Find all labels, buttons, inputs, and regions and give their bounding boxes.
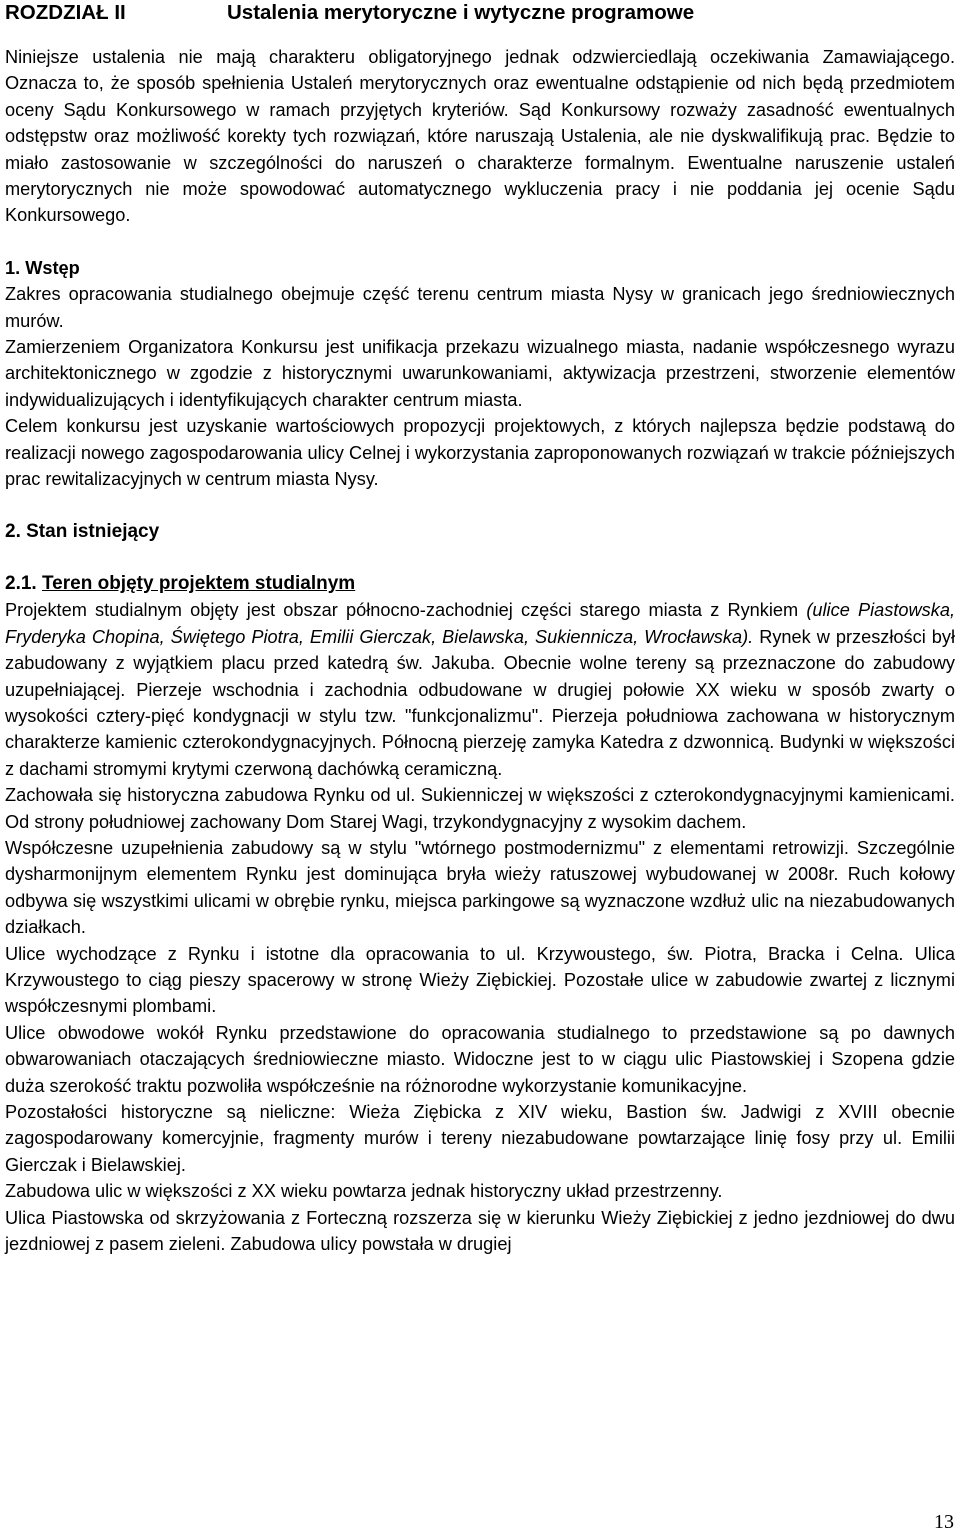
section-1-heading: 1. Wstęp — [5, 257, 80, 278]
street-list: (ulice Piastowska, Fryderyka Chopina, Świętego Piotra, Emilii Gierczak, Bielawska, Sukiennicza, Wrocławska). — [5, 600, 955, 647]
intro-paragraph: Niniejsze ustalenia nie mają charakteru obligatoryjnego jednak odzwierciedlają oczekiwania Zamawiającego. Oznacza to, że sposób spełnienia Ustaleń merytorycznych oraz ewentualne odstąpienie od nich będą przedmiotem oceny Sądu Konkursowego w ramach przyjętych kryteriów. Sąd Konkursowy rozważy zasadność ewentualnych odstępstw oraz możliwość korekty tych rozwiązań, które naruszają Ustalenia, ale nie dyskwalifikują prac. Będzie to miało zastosowanie w szczególności do naruszeń o charakterze formalnym. Ewentualne naruszenie ustaleń merytorycznych nie może spowodować automatycznego wykluczenia pracy i nie poddania jej ocenie Sądu Konkursowego. — [5, 47, 955, 226]
chapter-number: ROZDZIAŁ II — [5, 1, 126, 24]
chapter-heading — [5, 0, 955, 30]
section-2-1-heading — [5, 571, 955, 597]
section-2-heading: 2. Stan istniejący — [5, 520, 160, 542]
paragraph-text: Rynek w przeszłości był zabudowany z wyjątkiem placu przed katedrą św. Jakuba. Obecnie wolne tereny są przeznaczone do zabudowy uzupełniającej. Pierzeje wschodnia i zachodnia odbudowane w drugiej połowie XX wieku w sposób zwarty o wysokości cztery-pięć kondygnacji w stylu tzw. "funkcjonalizmu". Pierzeja południowa zachowana w historycznym charakterze kamienic czterokondygnacyjnych. Północną pierzeję zamyka Katedra z dzwonnicą. Budynki w większości z dachami stromymi krytymi czerwoną dachówką ceramiczną. — [5, 626, 955, 779]
section-2-1-paragraph-7: Zabudowa ulic w większości z XX wieku powtarza jednak historyczny układ przestrzenny. — [5, 1181, 723, 1202]
section-1-paragraph-2: Zamierzeniem Organizatora Konkursu jest unifikacja przekazu wizualnego miasta, nadanie współczesnego wyrazu architektonicznego w zgodzie z historycznymi uwarunkowaniami, aktywizacja przestrzeni, stworzenie elementów indywidualizujących i identyfikujących charakter centrum miasta. — [5, 337, 955, 410]
page-number: 13 — [934, 1511, 954, 1533]
section-2-1-paragraph-6: Pozostałości historyczne są nieliczne: Wieża Ziębicka z XIV wieku, Bastion św. Jadwigi z XVIII obecnie zagospodarowany komercyjnie, fragmenty murów i tereny niezabudowane powtarzające linię fosy przy ul. Emilii Gierczak i Bielawskiej. — [5, 1102, 955, 1175]
section-1-paragraph-1: Zakres opracowania studialnego obejmuje część terenu centrum miasta Nysy w granicach jego średniowiecznych murów. — [5, 284, 955, 331]
section-2-1-paragraph-3: Współczesne uzupełnienia zabudowy są w stylu "wtórnego postmodernizmu" z elementami retrowizji. Szczególnie dysharmonijnym elementem Rynku jest dominująca bryła wieży ratuszowej wybudowanej w 2008r. Ruch kołowy odbywa się wszystkimi ulicami w obrębie rynku, miejsca parkingowe są wyznaczone wzdłuż ulic na niezabudowanych działkach. — [5, 837, 955, 938]
document-page — [5, 0, 955, 1257]
paragraph-text: Projektem studialnym objęty jest obszar północno-zachodniej części starego miasta z Rynkiem — [5, 600, 807, 621]
chapter-title: Ustalenia merytoryczne i wytyczne programowe — [227, 1, 695, 24]
section-2-1-paragraph-1 — [5, 597, 955, 782]
section-2-1-paragraph-2: Zachowała się historyczna zabudowa Rynku od ul. Sukienniczej w większości z czterokondygnacyjnymi kamienicami. Od strony południowej zachowany Dom Starej Wagi, trzykondygnacyjny z wysokim dachem. — [5, 785, 955, 832]
section-1-paragraph-3: Celem konkursu jest uzyskanie wartościowych propozycji projektowych, z których najlepsza będzie podstawą do realizacji nowego zagospodarowania ulicy Celnej i wykorzystania zaproponowanych rozwiązań w trakcie późniejszych prac rewitalizacyjnych w centrum miasta Nysy. — [5, 416, 955, 490]
section-2-1-paragraph-5: Ulice obwodowe wokół Rynku przedstawione do opracowania studialnego to przedstawione są po dawnych obwarowaniach otaczających średniowieczne miasto. Widoczne jest to w ciągu ulic Piastowskiej i Szopena gdzie duża szerokość traktu pozwoliła współcześnie na różnorodne wykorzystanie komunikacyjne. — [5, 1022, 955, 1096]
section-2-1-number: 2.1. — [5, 572, 42, 594]
section-2-1-title: Teren objęty projektem studialnym — [41, 572, 356, 594]
section-2-1-paragraph-8: Ulica Piastowska od skrzyżowania z Forteczną rozszerza się w kierunku Wieży Ziębickiej z jedno jezdniowej do dwu jezdniowej z pasem zieleni. Zabudowa ulicy powstała w drugiej — [5, 1207, 955, 1255]
section-2-1-paragraph-4: Ulice wychodzące z Rynku i istotne dla opracowania to ul. Krzywoustego, św. Piotra, Bracka i Celna. Ulica Krzywoustego to ciąg pieszy spacerowy w stronę Wieży Ziębickiej. Pozostałe ulice w zabudowie zwartej z licznymi współczesnymi plombami. — [5, 943, 955, 1017]
